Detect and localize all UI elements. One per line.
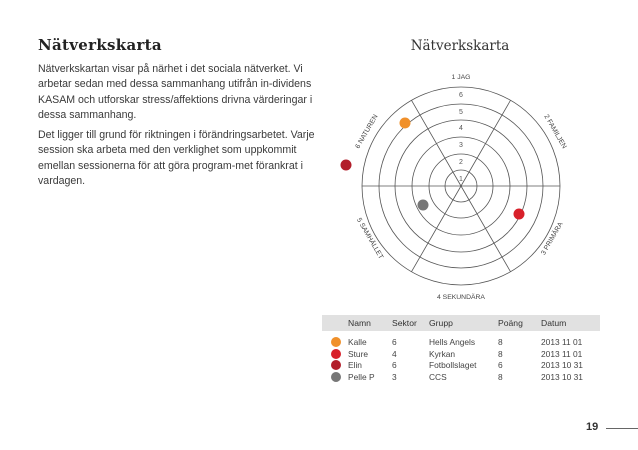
- sector-divider: [461, 186, 511, 272]
- page-number-rule: [606, 428, 638, 429]
- person-marker: [514, 209, 525, 220]
- contacts-table: [322, 315, 600, 383]
- person-marker: [400, 118, 411, 129]
- legend-dot: [331, 372, 341, 382]
- person-marker: [418, 200, 429, 211]
- row-points: 8: [498, 372, 503, 383]
- sector-label: 1 JAG: [451, 74, 471, 81]
- row-date: 2013 10 31: [541, 360, 583, 371]
- page-title: Nätverkskarta: [38, 36, 162, 54]
- chart-title: Nätverkskarta: [410, 38, 510, 54]
- row-name: Pelle P: [348, 372, 375, 383]
- row-date: 2013 10 31: [541, 372, 583, 383]
- sector-label: 3 PRIMÄRA: [540, 221, 565, 257]
- header-sector: Sektor: [392, 318, 417, 328]
- legend-dot: [331, 337, 341, 347]
- ring-label: 3: [459, 142, 463, 149]
- ring-label: 5: [459, 109, 463, 116]
- sector-label: 5 SAMHÄLLET: [355, 217, 385, 261]
- row-date: 2013 11 01: [541, 348, 583, 359]
- row-sector: 6: [392, 360, 397, 371]
- sector-label: 4 SEKUNDÄRA: [437, 294, 485, 301]
- table-header: [322, 315, 600, 331]
- sector-label: 6 NATUREN: [354, 113, 380, 150]
- table-row: [322, 371, 600, 383]
- row-points: 8: [498, 348, 503, 359]
- header-name: Namn: [348, 318, 371, 328]
- table-row: [322, 359, 600, 371]
- legend-dot: [331, 360, 341, 370]
- sector-divider: [412, 186, 462, 272]
- second-paragraph: Det ligger till grund för riktningen i förändringsarbetet. Varje session ska arbeta med den verklighet som uppkommit emellan sessionerna för att göra program-met förankrat i vardagen.: [38, 129, 315, 188]
- intro-paragraph: Nätverkskartan visar på närhet i det sociala nätverket. Vi arbetar sedan med dessa sammanhang utifrån in-dividens KASAM och utforskar stress/affektions drivna värderingar i dessa sammanhang.: [38, 63, 313, 122]
- row-points: 6: [498, 360, 503, 371]
- row-sector: 3: [392, 372, 397, 383]
- ring-label: 4: [459, 125, 463, 132]
- table-row: [322, 336, 600, 348]
- row-name: Sture: [348, 348, 369, 359]
- ring-label: 6: [459, 92, 463, 99]
- row-group: CCS: [429, 372, 447, 383]
- header-date: Datum: [541, 318, 567, 328]
- ring-label: 1: [459, 176, 463, 183]
- row-group: Hells Angels: [429, 337, 476, 347]
- row-sector: 4: [392, 348, 397, 359]
- row-group: Kyrkan: [429, 348, 456, 359]
- row-date: 2013 11 01: [541, 337, 583, 347]
- row-points: 8: [498, 337, 503, 347]
- header-points: Poäng: [498, 318, 523, 328]
- table-row: [322, 348, 600, 360]
- sector-divider: [461, 100, 511, 186]
- row-name: Elin: [348, 360, 362, 371]
- page-number: 19: [586, 421, 599, 433]
- sector-divider: [412, 100, 462, 186]
- row-sector: 6: [392, 337, 397, 347]
- sector-label: 2 FAMILJEN: [542, 113, 568, 151]
- legend-dot: [331, 349, 341, 359]
- person-marker: [341, 160, 352, 171]
- row-group: Fotbollslaget: [429, 360, 477, 371]
- header-group: Grupp: [429, 318, 453, 328]
- row-name: Kalle: [348, 337, 367, 347]
- ring-label: 2: [459, 159, 463, 166]
